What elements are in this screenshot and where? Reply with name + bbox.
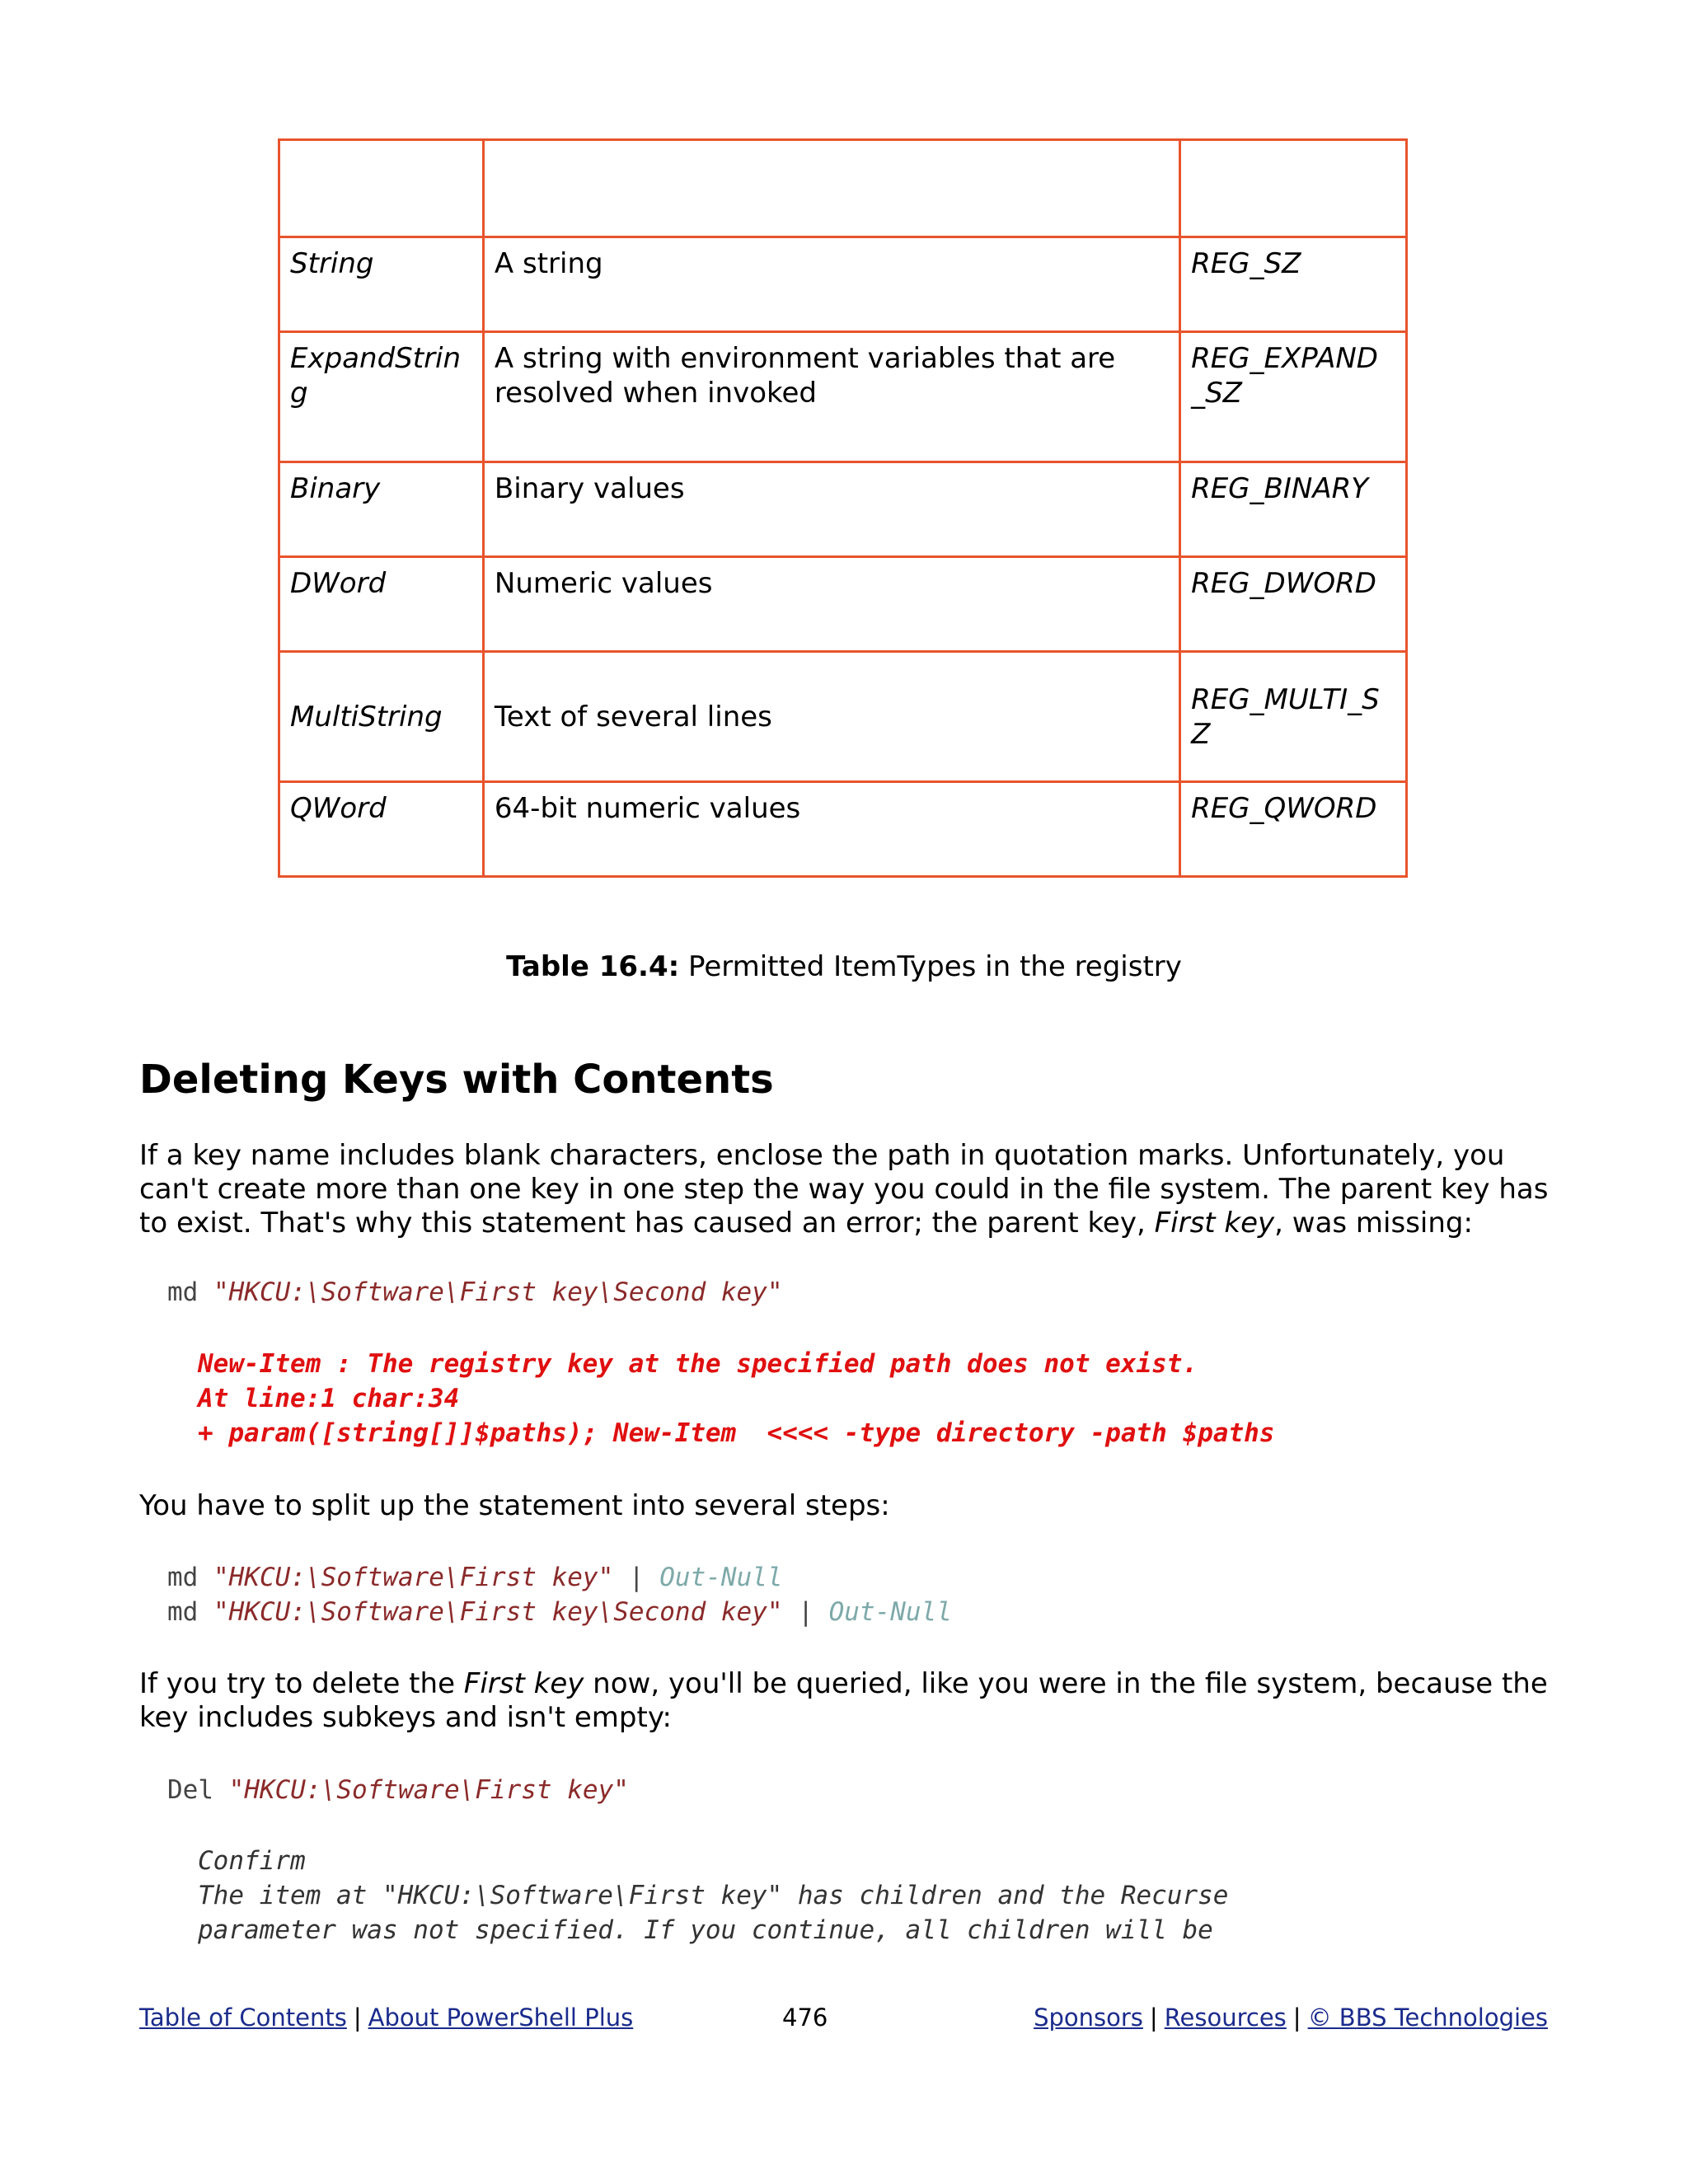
code-string: "HKCU:\Software\First key"	[213, 1563, 614, 1592]
error-line: New-Item : The registry key at the specified path does not exist.	[198, 1349, 1198, 1379]
code-string: "HKCU:\Software\First key\Second key"	[213, 1277, 783, 1307]
code-block	[167, 1773, 629, 1807]
paragraph-text: now, you'll be queried, like you were in the file system, because the key includes subkeys and isn't empty:	[139, 1667, 1548, 1734]
separator: |	[1292, 2004, 1301, 2032]
table-cell	[1180, 140, 1407, 237]
table-row	[279, 557, 1407, 652]
type-cell: QWord	[279, 782, 484, 877]
resources-link[interactable]: Resources	[1164, 2004, 1287, 2032]
code-pipe: |	[613, 1563, 660, 1592]
paragraph: You have to split up the statement into several steps:	[139, 1489, 890, 1522]
description-cell: Text of several lines	[483, 652, 1179, 782]
page-number: 476	[782, 2004, 828, 2032]
footer-right	[1034, 2000, 1548, 2035]
paragraph	[139, 1139, 1557, 1240]
description-cell: A string with environment variables that are resolved when invoked	[483, 332, 1179, 462]
reg-type-cell: REG_DWORD	[1180, 557, 1407, 652]
output-line: The item at "HKCU:\Software\First key" has children and the Recurse	[198, 1881, 1229, 1910]
type-cell: String	[279, 237, 484, 332]
about-powershell-plus-link[interactable]: About PowerShell Plus	[368, 2004, 634, 2032]
error-line: + param([string[]]$paths); New-Item <<<< -type directory -path $paths	[198, 1418, 1275, 1448]
paragraph-text: If you try to delete the	[139, 1667, 464, 1700]
table-of-contents-link[interactable]: Table of Contents	[139, 2004, 347, 2032]
table-row	[279, 332, 1407, 462]
output-line: Confirm	[198, 1846, 306, 1876]
item-types-table	[278, 138, 1408, 878]
table-caption	[0, 949, 1688, 984]
table-cell	[483, 140, 1179, 237]
error-output	[198, 1347, 1274, 1451]
table-header-row	[279, 140, 1407, 237]
code-string: "HKCU:\Software\First key"	[228, 1775, 629, 1805]
table-row	[279, 782, 1407, 877]
type-cell: DWord	[279, 557, 484, 652]
paragraph-text: , was missing:	[1274, 1207, 1473, 1240]
description-cell: Numeric values	[483, 557, 1179, 652]
confirm-output	[198, 1844, 1228, 1947]
emphasis-text: First key	[463, 1667, 584, 1700]
table-cell	[279, 140, 484, 237]
separator: |	[1149, 2004, 1158, 2032]
description-cell: A string	[483, 237, 1179, 332]
table-row	[279, 462, 1407, 557]
reg-type-cell: REG_EXPAND _SZ	[1180, 332, 1407, 462]
caption-text: Permitted ItemTypes in the registry	[679, 950, 1182, 983]
code-command: md	[167, 1277, 213, 1307]
reg-type-cell: REG_BINARY	[1180, 462, 1407, 557]
code-block	[167, 1560, 952, 1629]
code-block	[167, 1275, 783, 1310]
reg-type-cell: REG_SZ	[1180, 237, 1407, 332]
section-heading: Deleting Keys with Contents	[139, 1057, 774, 1103]
separator: |	[353, 2004, 362, 2032]
code-pipe: |	[782, 1597, 829, 1627]
description-cell: Binary values	[483, 462, 1179, 557]
caption-label: Table 16.4:	[506, 950, 680, 983]
bbs-technologies-link[interactable]: © BBS Technologies	[1307, 2004, 1548, 2032]
code-cmdlet: Out-Null	[828, 1597, 952, 1627]
code-line	[167, 1560, 952, 1595]
code-line	[167, 1595, 952, 1629]
table-row	[279, 652, 1407, 782]
paragraph-text: If a key name includes blank characters, enclose the path in quotation marks. Unfortunately, you can't create more than one key in one step the way you could in the file system. The parent key has to exist. That's why this statement has caused an error; the parent key,	[139, 1139, 1549, 1240]
output-line: parameter was not specified. If you continue, all children will be	[198, 1915, 1213, 1945]
code-command: Del	[167, 1775, 229, 1805]
type-cell: Binary	[279, 462, 484, 557]
error-line: At line:1 char:34	[198, 1384, 460, 1413]
footer-left	[139, 2000, 633, 2035]
code-command: md	[167, 1597, 213, 1627]
page-footer	[139, 2000, 1548, 2035]
sponsors-link[interactable]: Sponsors	[1034, 2004, 1143, 2032]
reg-type-cell: REG_QWORD	[1180, 782, 1407, 877]
paragraph	[139, 1667, 1557, 1735]
emphasis-text: First key	[1154, 1207, 1275, 1240]
code-command: md	[167, 1563, 213, 1592]
code-cmdlet: Out-Null	[659, 1563, 783, 1592]
type-cell: ExpandStrin g	[279, 332, 484, 462]
code-string: "HKCU:\Software\First key\Second key"	[213, 1597, 783, 1627]
reg-type-cell: REG_MULTI_S Z	[1180, 652, 1407, 782]
type-cell: MultiString	[279, 652, 484, 782]
table-row	[279, 237, 1407, 332]
description-cell: 64-bit numeric values	[483, 782, 1179, 877]
